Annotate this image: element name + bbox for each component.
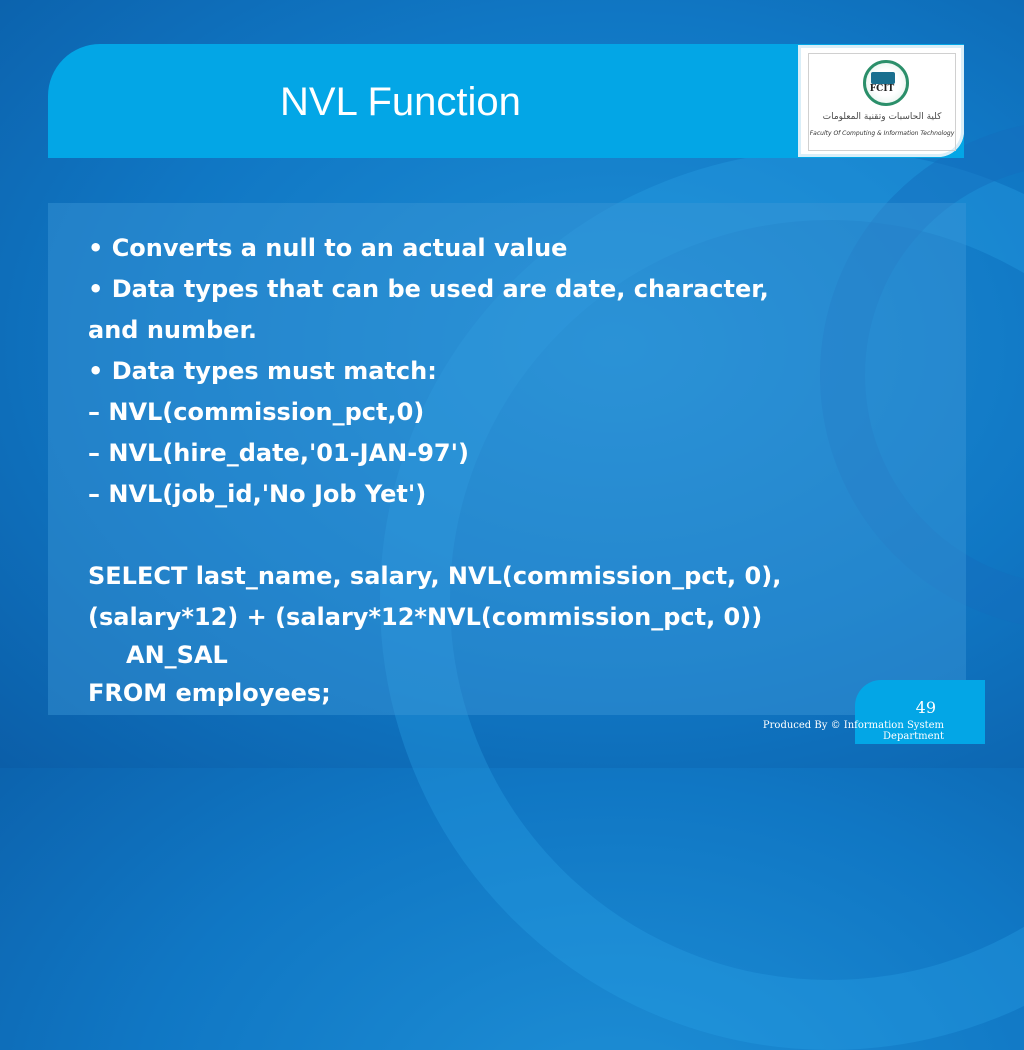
bullet-continuation: and number.: [88, 316, 257, 344]
footer-credit: Produced By © Information System Department: [762, 720, 944, 742]
slide-body: [88, 228, 948, 714]
sub-bullet-item: – NVL(commission_pct,0): [88, 398, 425, 426]
sql-select-line: SELECT last_name, salary, NVL(commission_pct, 0),: [88, 562, 782, 590]
sql-expression: (salary*12) + (salary*12*NVL(commission_pct, 0)): [88, 603, 763, 631]
bullet-item: • Data types must match:: [88, 357, 437, 385]
sql-from-line: FROM employees;: [88, 679, 331, 707]
bullet-item: • Data types that can be used are date, character,: [88, 275, 769, 303]
book-icon: [871, 72, 895, 84]
sub-bullet-item: – NVL(hire_date,'01-JAN-97'): [88, 439, 469, 467]
logo: [798, 45, 964, 157]
slide-title: NVL Function: [280, 80, 521, 124]
logo-english-name: Faculty Of Computing & Information Technology: [809, 130, 955, 137]
sql-alias: AN_SAL: [126, 641, 228, 669]
sql-expression-line: [88, 597, 948, 673]
bullet-item: • Converts a null to an actual value: [88, 234, 568, 262]
logo-arabic-name: كلية الحاسبات وتقنية المعلومات: [822, 112, 942, 122]
logo-crest-label: FCIT: [869, 84, 895, 94]
page-number: 49: [915, 698, 936, 717]
logo-frame: [808, 53, 956, 151]
sub-bullet-item: – NVL(job_id,'No Job Yet'): [88, 480, 427, 508]
blank-line: [88, 515, 948, 556]
